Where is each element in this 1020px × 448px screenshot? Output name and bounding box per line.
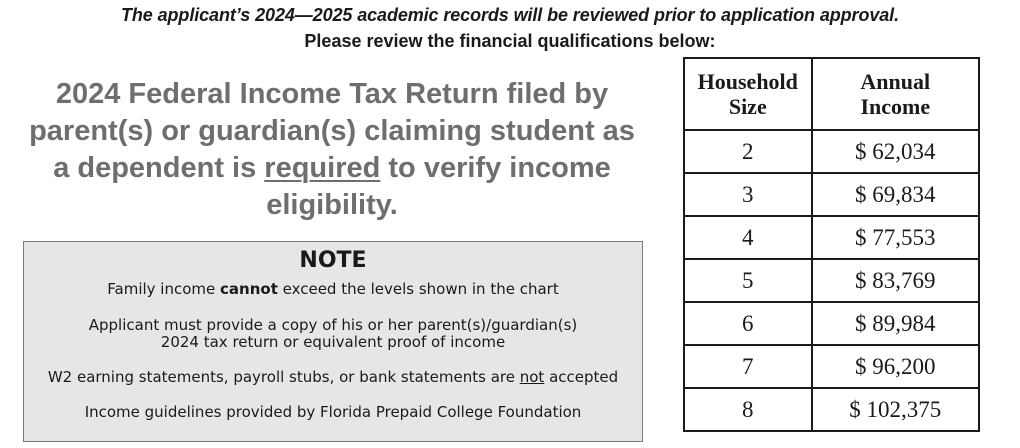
note-not-accepted-start: W2 earning statements, payroll stubs, or bank statements are bbox=[47, 368, 520, 386]
note-income-limit-start: Family income bbox=[107, 280, 221, 298]
requirement-text-end: to verify income eligibility. bbox=[266, 152, 611, 221]
annual-income-cell: $ 77,553 bbox=[812, 216, 979, 259]
table-row bbox=[684, 259, 979, 302]
note-proof-requirement-line2: 2024 tax return or equivalent proof of income bbox=[160, 333, 506, 351]
household-size-header-line2: Size bbox=[728, 94, 767, 119]
header-records-notice: The applicant’s 2024—2025 academic records will be reviewed prior to application approval. bbox=[121, 5, 899, 25]
header-review-instruction: Please review the financial qualifications below: bbox=[304, 31, 716, 51]
annual-income-cell: $ 69,834 bbox=[812, 173, 979, 216]
household-size-cell: 5 bbox=[684, 259, 812, 302]
note-proof-requirement-line1: Applicant must provide a copy of his or her parent(s)/guardian(s) bbox=[88, 316, 578, 334]
note-not-accepted-end: accepted bbox=[544, 368, 619, 386]
requirement-emphasis: required bbox=[264, 152, 381, 184]
income-eligibility-table bbox=[683, 57, 980, 432]
note-income-limit bbox=[24, 281, 642, 298]
annual-income-cell: $ 102,375 bbox=[812, 388, 979, 431]
household-size-cell: 7 bbox=[684, 345, 812, 388]
annual-income-cell: $ 96,200 bbox=[812, 345, 979, 388]
note-not-accepted-emphasis: not bbox=[519, 368, 545, 386]
table-header-row bbox=[684, 58, 979, 130]
table-row bbox=[684, 130, 979, 173]
note-income-limit-end: exceed the levels shown in the chart bbox=[277, 280, 559, 298]
table-row bbox=[684, 302, 979, 345]
note-box bbox=[23, 241, 643, 442]
note-not-accepted bbox=[24, 369, 642, 386]
annual-income-header-line2: Income bbox=[860, 94, 931, 119]
table-row bbox=[684, 173, 979, 216]
annual-income-cell: $ 83,769 bbox=[812, 259, 979, 302]
household-size-header bbox=[684, 58, 812, 130]
tax-return-requirement bbox=[18, 76, 646, 224]
table-row bbox=[684, 216, 979, 259]
household-size-header-line1: Household bbox=[697, 69, 798, 94]
note-guidelines-source: Income guidelines provided by Florida Prepaid College Foundation bbox=[84, 403, 582, 421]
table-row bbox=[684, 388, 979, 431]
annual-income-cell: $ 89,984 bbox=[812, 302, 979, 345]
table-row bbox=[684, 345, 979, 388]
household-size-cell: 6 bbox=[684, 302, 812, 345]
household-size-cell: 2 bbox=[684, 130, 812, 173]
annual-income-header bbox=[812, 58, 979, 130]
requirement-text-start: 2024 Federal Income Tax Return filed by parent(s) or guardian(s) claiming student as a dependent is bbox=[29, 78, 635, 184]
household-size-cell: 8 bbox=[684, 388, 812, 431]
note-income-limit-emphasis: cannot bbox=[220, 280, 278, 298]
household-size-cell: 3 bbox=[684, 173, 812, 216]
household-size-cell: 4 bbox=[684, 216, 812, 259]
annual-income-cell: $ 62,034 bbox=[812, 130, 979, 173]
annual-income-header-line1: Annual bbox=[860, 69, 931, 94]
note-title: NOTE bbox=[299, 248, 367, 273]
